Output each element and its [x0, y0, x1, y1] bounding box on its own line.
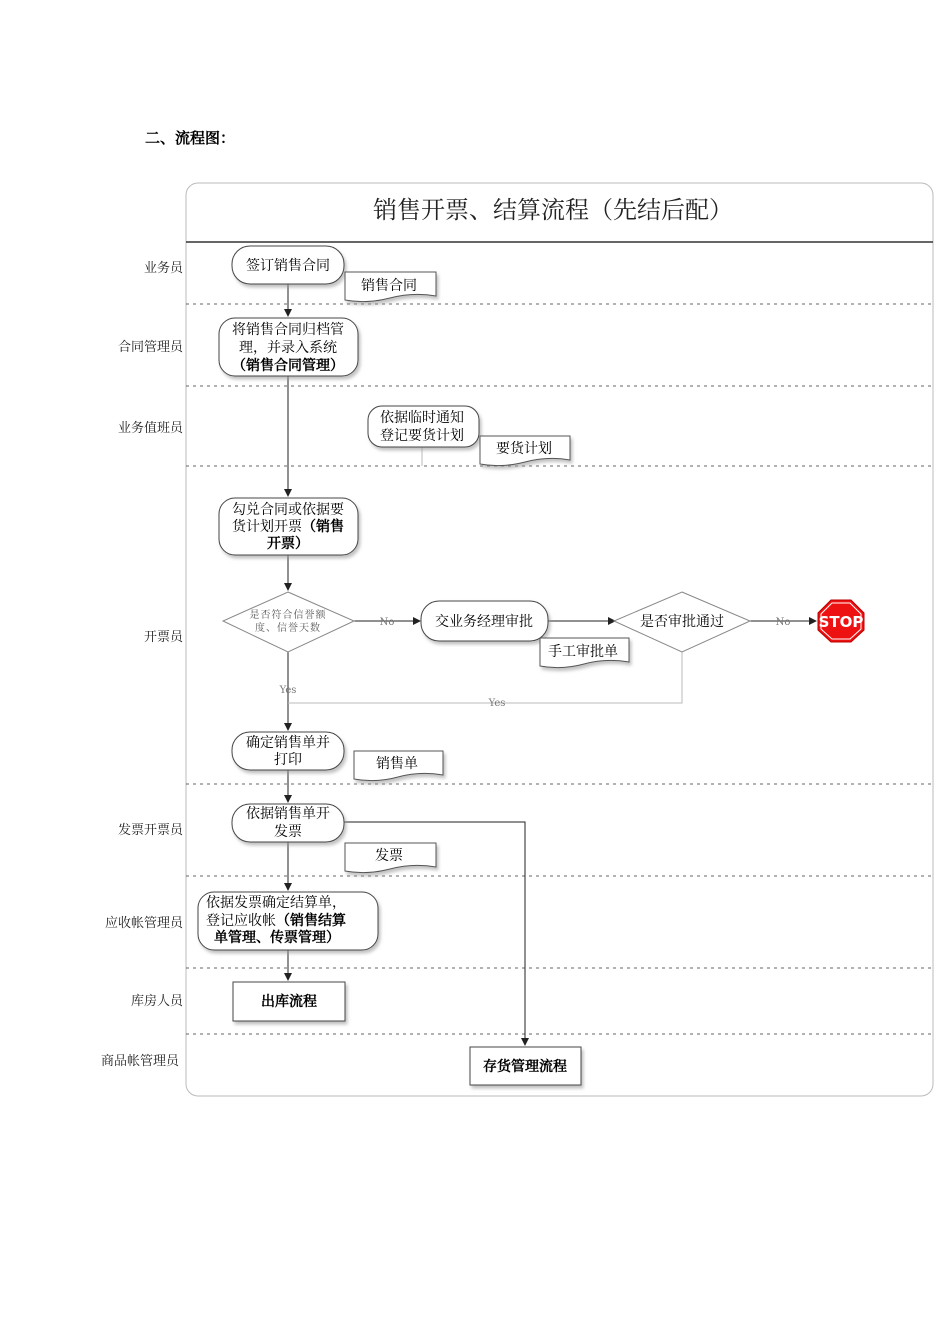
edge-label-no-approval: No [775, 617, 791, 628]
svg-text:依据临时通知: 依据临时通知 [380, 410, 464, 426]
svg-text:销售合同: 销售合同 [361, 278, 417, 294]
edge-label-yes-approval: Yes [488, 698, 506, 709]
svg-text:勾兑合同或依据要: 勾兑合同或依据要 [232, 502, 344, 518]
node-manager-approval [421, 601, 548, 641]
svg-text:登记应收帐（销售结算: 登记应收帐（销售结算 [206, 913, 346, 929]
lane-label-warehouse: 库房人员 [130, 994, 183, 1009]
svg-text:手工审批单: 手工审批单 [548, 644, 618, 660]
svg-text:打印: 打印 [274, 752, 302, 768]
node-register-plan [368, 406, 479, 447]
svg-text:出库流程: 出库流程 [261, 994, 317, 1010]
lane-label-salesman: 业务员 [143, 261, 183, 276]
edge-label-yes-credit: Yes [279, 685, 297, 696]
svg-text:（销售合同管理）: （销售合同管理） [232, 358, 344, 374]
svg-text:开票）: 开票） [267, 536, 309, 552]
lane-label-goods-ledger-admin: 商品帐管理员 [100, 1054, 179, 1069]
svg-text:度、信誉天数: 度、信誉天数 [255, 623, 321, 634]
lane-label-billing-clerk: 开票员 [143, 630, 183, 645]
svg-text:单管理、传票管理）: 单管理、传票管理） [214, 930, 340, 946]
node-confirm-print [232, 732, 344, 770]
lane-label-invoice-clerk: 发票开票员 [117, 823, 183, 838]
node-sign-contract [232, 246, 344, 284]
svg-text:依据销售单开: 依据销售单开 [246, 806, 330, 822]
lane-label-contract-admin: 合同管理员 [117, 340, 183, 355]
svg-text:货计划开票（销售: 货计划开票（销售 [232, 519, 344, 535]
node-issue-ticket [219, 498, 358, 555]
svg-text:发票: 发票 [274, 824, 302, 840]
svg-text:存货管理流程: 存货管理流程 [483, 1059, 567, 1075]
svg-text:发票: 发票 [375, 848, 403, 864]
svg-text:是否审批通过: 是否审批通过 [640, 614, 724, 630]
svg-text:签订销售合同: 签订销售合同 [246, 258, 330, 274]
lane-label-duty-officer: 业务值班员 [117, 421, 183, 436]
svg-text:登记要货计划: 登记要货计划 [380, 428, 464, 444]
svg-text:交业务经理审批: 交业务经理审批 [435, 614, 533, 630]
svg-text:销售单: 销售单 [376, 756, 418, 772]
svg-text:依据发票确定结算单，: 依据发票确定结算单， [206, 895, 346, 911]
node-settlement [198, 892, 378, 950]
svg-text:理，并录入系统: 理，并录入系统 [239, 340, 337, 356]
edge-label-no-credit: No [379, 617, 395, 628]
stop-icon [818, 600, 864, 642]
node-outbound-process [233, 982, 345, 1021]
node-invoice [232, 804, 344, 842]
svg-text:要货计划: 要货计划 [496, 441, 552, 457]
svg-text:确定销售单并: 确定销售单并 [246, 735, 330, 751]
svg-text:将销售合同归档管: 将销售合同归档管 [232, 322, 344, 338]
lane-label-receivables-admin: 应收帐管理员 [104, 916, 183, 931]
diagram-title: 销售开票、结算流程（先结后配） [373, 196, 733, 224]
svg-text:STOP: STOP [818, 613, 864, 631]
node-inventory-process [470, 1047, 581, 1085]
svg-text:是否符合信誉额: 是否符合信誉额 [249, 610, 327, 621]
section-heading: 二、流程图： [145, 129, 236, 147]
node-archive-contract [219, 318, 358, 376]
